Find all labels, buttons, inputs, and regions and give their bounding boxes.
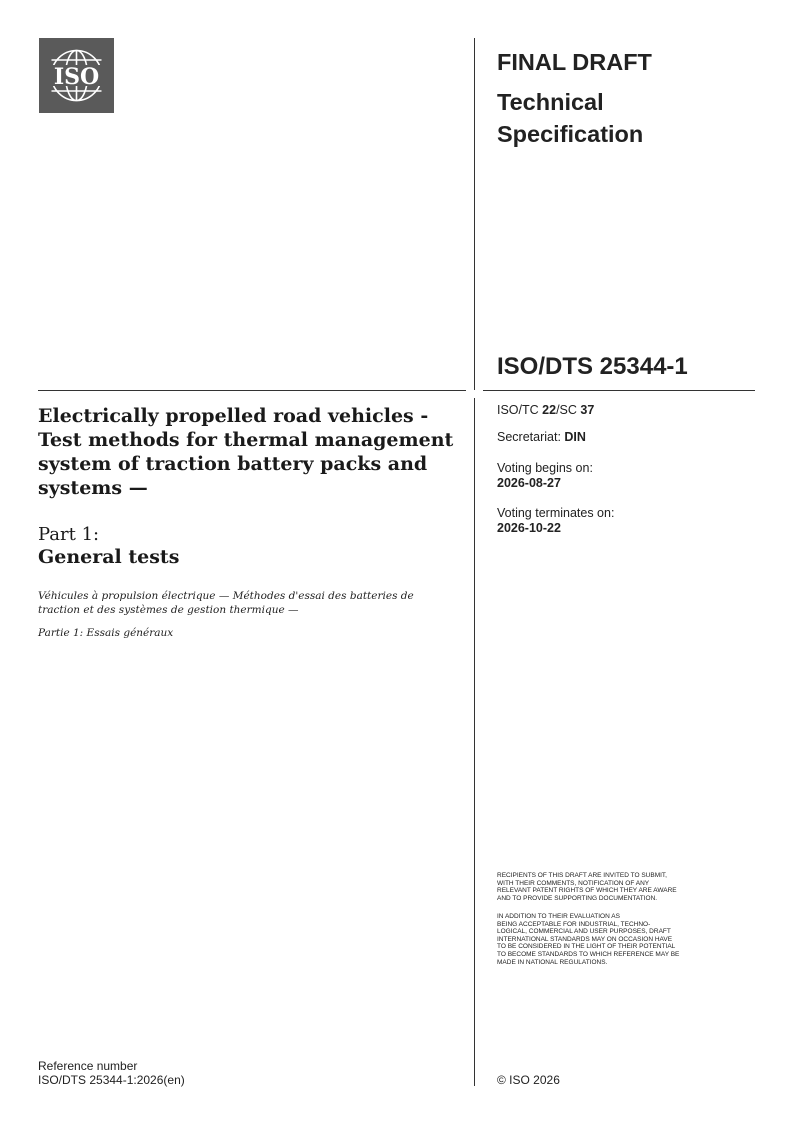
vertical-divider-bottom: [474, 398, 475, 1086]
patent-notice: RECIPIENTS OF THIS DRAFT ARE INVITED TO SUBMIT, WITH THEIR COMMENTS, NOTIFICATION OF ANY RELEVANT PATENT RIGHTS OF WHICH THEY ARE AWARE AND TO PROVIDE SUPPORTING DOCUMENTATION.: [497, 872, 677, 902]
sc-separator: /SC: [556, 403, 581, 417]
draft-status: FINAL DRAFT: [497, 49, 652, 75]
evaluation-notice: IN ADDITION TO THEIR EVALUATION AS BEING ACCEPTABLE FOR INDUSTRIAL, TECHNO- LOGICAL, COMMERCIAL AND USER PURPOSES, DRAFT INTERNATIONAL STANDARDS MAY ON OCCASION HAVE TO BE CONSIDERED IN THE LIGHT OF THEIR POTENTIAL TO BECOME STANDARDS TO WHICH REFERENCE MAY BE MADE IN NATIONAL REGULATIONS.: [497, 913, 680, 966]
voting-begins-label: Voting begins on:: [497, 461, 593, 475]
globe-icon: [39, 38, 114, 113]
part-label: Part 1:: [38, 524, 100, 545]
main-title: Electrically propelled road vehicles - Test methods for thermal management system of traction battery packs and systems —: [38, 405, 454, 499]
copyright: © ISO 2026: [497, 1073, 560, 1087]
reference-number-value: ISO/DTS 25344-1:2026(en): [38, 1073, 185, 1087]
french-title: Véhicules à propulsion électrique — Méthodes d'essai des batteries de traction et des systèmes de gestion thermique —: [38, 590, 414, 616]
sc-number: 37: [580, 403, 595, 417]
secretariat-value: DIN: [564, 430, 586, 444]
voting-begins-date: 2026-08-27: [497, 476, 561, 490]
committee: [497, 403, 594, 417]
iso-logo: [39, 38, 114, 113]
horizontal-divider-left: [38, 390, 466, 391]
document-type: Technical Specification: [497, 89, 644, 147]
committee-prefix: ISO/TC: [497, 403, 543, 417]
part-title: General tests: [38, 546, 180, 568]
voting-terminates-label: Voting terminates on:: [497, 506, 615, 520]
vertical-divider-top: [474, 38, 475, 390]
secretariat: [497, 430, 586, 444]
french-part-title: Partie 1: Essais généraux: [38, 627, 174, 639]
document-number: ISO/DTS 25344-1: [497, 353, 688, 380]
logo-text: ISO: [53, 64, 100, 90]
secretariat-label: Secretariat:: [497, 430, 565, 444]
voting-terminates-date: 2026-10-22: [497, 521, 561, 535]
reference-number-label: Reference number: [38, 1059, 138, 1073]
horizontal-divider-right: [483, 390, 755, 391]
tc-number: 22: [542, 403, 557, 417]
